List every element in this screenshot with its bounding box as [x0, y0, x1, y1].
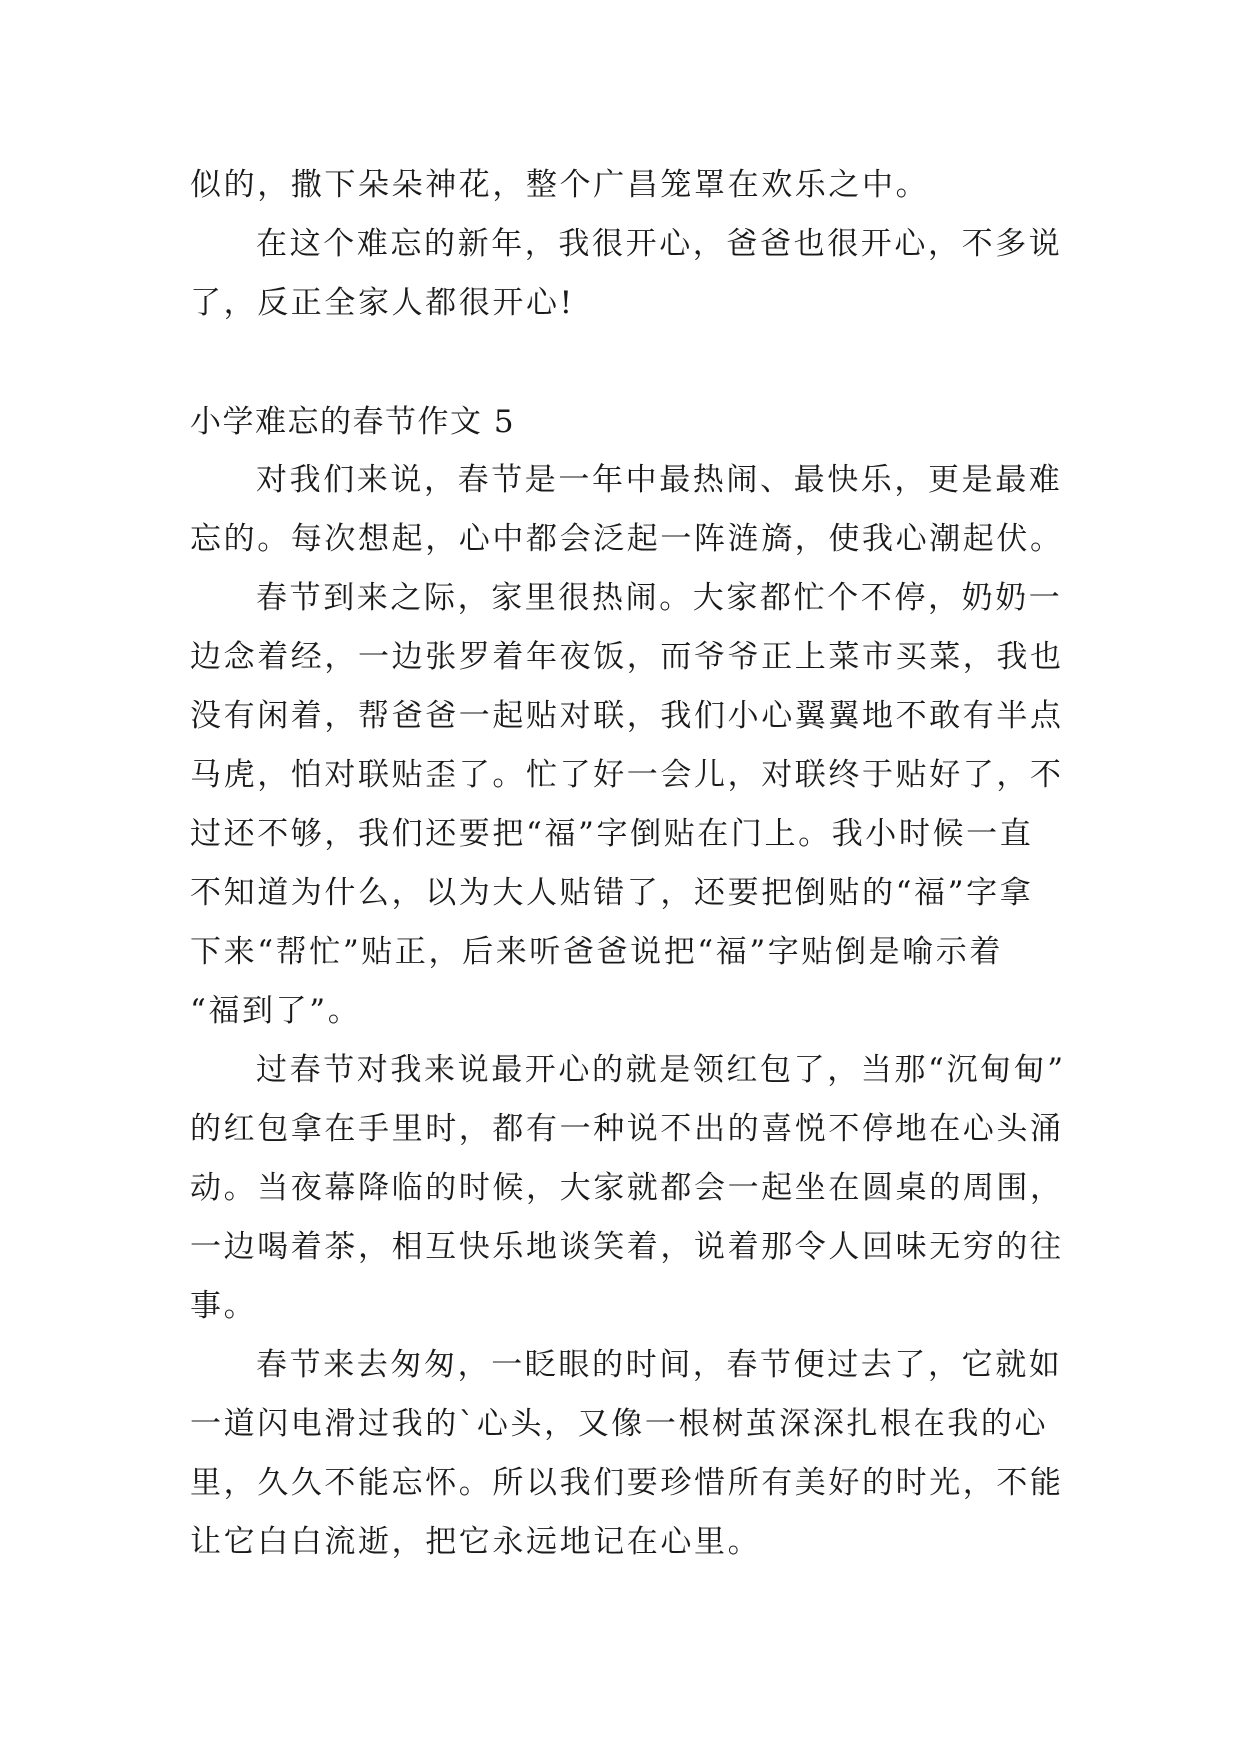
paragraph-start-line: 春节来去匆匆，一眨眼的时间，春节便过去了，它就如 — [256, 1347, 1063, 1383]
text-line: 不知道为什么，以为大人贴错了，还要把倒贴的“福”字拿 — [190, 875, 1034, 911]
text-line: 动。当夜幕降临的时候，大家就都会一起坐在圆桌的周围， — [190, 1170, 1064, 1206]
text-line: “福到了”。 — [190, 993, 362, 1029]
paragraph-start-line: 过春节对我来说最开心的就是领红包了，当那“沉甸甸” — [256, 1052, 1066, 1088]
section-title: 小学难忘的春节作文 5 — [190, 404, 516, 440]
text-line: 一道闪电滑过我的`心头，又像一根树茧深深扎根在我的心 — [190, 1406, 1049, 1442]
text-line: 下来“帮忙”贴正，后来听爸爸说把“福”字贴倒是喻示着 — [190, 934, 1003, 970]
paragraph-start-line: 在这个难忘的新年，我很开心，爸爸也很开心，不多说 — [256, 226, 1063, 262]
text-line: 马虎，怕对联贴歪了。忙了好一会儿，对联终于贴好了，不 — [190, 757, 1064, 793]
text-line: 一边喝着茶，相互快乐地谈笑着，说着那令人回味无穷的往 — [190, 1229, 1064, 1265]
text-line: 忘的。每次想起，心中都会泛起一阵涟旖，使我心潮起伏。 — [190, 521, 1064, 557]
text-line: 似的，撒下朵朵神花，整个广昌笼罩在欢乐之中。 — [190, 167, 930, 203]
text-line: 让它白白流逝，把它永远地记在心里。 — [190, 1524, 762, 1560]
text-line: 里，久久不能忘怀。所以我们要珍惜所有美好的时光，不能 — [190, 1465, 1064, 1501]
paragraph-start-line: 对我们来说，春节是一年中最热闹、最快乐，更是最难 — [256, 462, 1063, 498]
text-line: 事。 — [190, 1288, 258, 1324]
text-line: 过还不够，我们还要把“福”字倒贴在门上。我小时候一直 — [190, 816, 1034, 852]
text-line: 没有闲着，帮爸爸一起贴对联，我们小心翼翼地不敢有半点 — [190, 698, 1064, 734]
paragraph-start-line: 春节到来之际，家里很热闹。大家都忙个不停，奶奶一 — [256, 580, 1063, 616]
text-line: 了，反正全家人都很开心! — [190, 285, 575, 321]
text-line: 的红包拿在手里时，都有一种说不出的喜悦不停地在心头涌 — [190, 1111, 1064, 1147]
text-line: 边念着经，一边张罗着年夜饭，而爷爷正上菜市买菜，我也 — [190, 639, 1064, 675]
